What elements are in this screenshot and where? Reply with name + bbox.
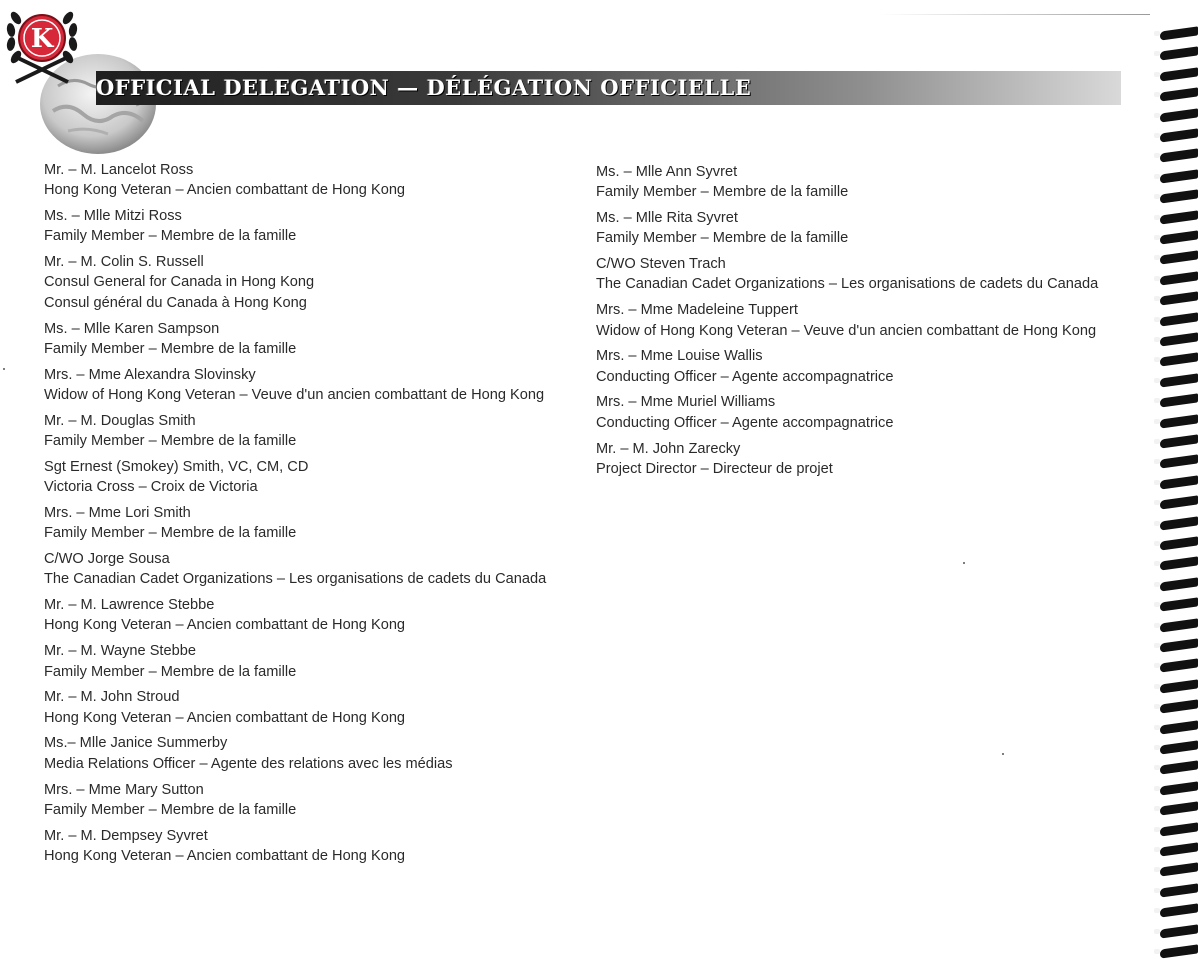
delegate-name: Mr. – M. John Stroud xyxy=(44,689,180,706)
binding-coil xyxy=(1152,620,1198,631)
binding-coil xyxy=(1152,48,1198,59)
binding-coil xyxy=(1152,28,1198,39)
binding-coil xyxy=(1152,252,1198,263)
binding-coil xyxy=(1152,497,1198,508)
delegate-name: Mrs. – Mme Madeleine Tuppert xyxy=(596,302,798,319)
delegate-name: Ms. – Mlle Mitzi Ross xyxy=(44,208,182,225)
delegate-entry xyxy=(596,392,1136,433)
binding-coil xyxy=(1152,701,1198,712)
delegate-name: Mrs. – Mme Louise Wallis xyxy=(596,348,763,365)
delegate-entry xyxy=(44,826,584,867)
binding-coil xyxy=(1152,477,1198,488)
delegate-name: Ms. – Mlle Rita Syvret xyxy=(596,210,738,227)
delegate-entry xyxy=(596,300,1136,341)
delegation-list xyxy=(0,160,1140,880)
delegate-role: Hong Kong Veteran – Ancien combattant de Hong Kong xyxy=(44,617,406,634)
delegate-role: Family Member – Membre de la famille xyxy=(44,340,297,357)
delegate-entry xyxy=(44,595,584,636)
binding-coil xyxy=(1152,783,1198,794)
delegate-role: Project Director – Directeur de projet xyxy=(596,460,833,477)
delegate-name: Mr. – M. Douglas Smith xyxy=(44,412,196,429)
delegate-entry xyxy=(44,780,584,821)
binding-coil xyxy=(1152,89,1198,100)
delegate-entry xyxy=(596,439,1136,480)
delegate-name: Sgt Ernest (Smokey) Smith, VC, CM, CD xyxy=(44,458,309,475)
binding-coil xyxy=(1152,416,1198,427)
binding-coil xyxy=(1152,150,1198,161)
binding-coil xyxy=(1152,110,1198,121)
binding-coil xyxy=(1152,130,1198,141)
page-title: OFFICIAL DELEGATION — DÉLÉGATION OFFICIELLE xyxy=(96,75,752,100)
delegate-name: Mrs. – Mme Alexandra Slovinsky xyxy=(44,366,256,383)
delegate-name: C/WO Steven Trach xyxy=(596,256,726,273)
delegate-role: Family Member – Membre de la famille xyxy=(44,801,297,818)
delegate-role: Hong Kong Veteran – Ancien combattant de Hong Kong xyxy=(44,182,406,199)
delegate-entry xyxy=(44,641,584,682)
binding-coil xyxy=(1152,456,1198,467)
delegate-entry xyxy=(596,208,1136,249)
delegate-role: Widow of Hong Kong Veteran – Veuve d'un ancien combattant de Hong Kong xyxy=(596,322,1097,339)
spiral-binding xyxy=(1152,0,1200,957)
delegate-role: Consul général du Canada à Hong Kong xyxy=(44,294,307,311)
binding-coil xyxy=(1152,660,1198,671)
binding-coil xyxy=(1152,681,1198,692)
binding-coil xyxy=(1152,69,1198,80)
binding-coil xyxy=(1152,273,1198,284)
binding-coil xyxy=(1152,212,1198,223)
binding-coil xyxy=(1152,742,1198,753)
delegate-name: Mrs. – Mme Muriel Williams xyxy=(596,394,776,411)
binding-coil xyxy=(1152,599,1198,610)
binding-coil xyxy=(1152,518,1198,529)
binding-coil xyxy=(1152,558,1198,569)
binding-coil xyxy=(1152,762,1198,773)
delegate-role: Family Member – Membre de la famille xyxy=(44,663,297,680)
delegate-entry xyxy=(596,254,1136,295)
binding-coil xyxy=(1152,824,1198,835)
delegate-name: Mr. – M. Lawrence Stebbe xyxy=(44,597,215,614)
binding-coil xyxy=(1152,803,1198,814)
delegate-name: Mr. – M. Lancelot Ross xyxy=(44,162,194,178)
binding-coil xyxy=(1152,946,1198,957)
delegate-entry xyxy=(596,162,1136,203)
binding-coil xyxy=(1152,375,1198,386)
delegate-name: Mrs. – Mme Mary Sutton xyxy=(44,781,204,798)
delegate-role: Consul General for Canada in Hong Kong xyxy=(44,274,315,291)
delegate-role: Family Member – Membre de la famille xyxy=(44,433,297,450)
delegate-role: Victoria Cross – Croix de Victoria xyxy=(44,479,258,496)
scan-speck xyxy=(3,368,5,370)
delegate-entry xyxy=(44,549,584,590)
delegate-entry xyxy=(44,252,584,313)
delegate-role: Family Member – Membre de la famille xyxy=(596,230,849,247)
delegate-name: Ms. – Mlle Karen Sampson xyxy=(44,320,220,337)
delegate-entry xyxy=(596,346,1136,387)
delegate-role: Widow of Hong Kong Veteran – Veuve d'un ancien combattant de Hong Kong xyxy=(44,386,545,403)
delegate-entry xyxy=(44,687,584,728)
binding-coil xyxy=(1152,232,1198,243)
delegate-role: Conducting Officer – Agente accompagnatrice xyxy=(596,368,894,385)
delegate-name: C/WO Jorge Sousa xyxy=(44,551,170,568)
binding-coil xyxy=(1152,538,1198,549)
binding-coil xyxy=(1152,722,1198,733)
delegate-role: Family Member – Membre de la famille xyxy=(44,228,297,245)
delegate-role: Media Relations Officer – Agente des relations avec les médias xyxy=(44,755,453,772)
binding-coil xyxy=(1152,579,1198,590)
delegate-role: Family Member – Membre de la famille xyxy=(596,184,849,201)
delegate-name: Mrs. – Mme Lori Smith xyxy=(44,504,191,521)
delegate-entry xyxy=(44,206,584,247)
header xyxy=(0,0,1160,160)
delegate-name: Ms.– Mlle Janice Summerby xyxy=(44,735,228,752)
delegate-name: Ms. – Mlle Ann Syvret xyxy=(596,164,738,180)
left-column xyxy=(44,160,584,872)
right-column xyxy=(596,162,1136,485)
delegate-entry xyxy=(44,160,584,201)
hk-veterans-emblem-icon xyxy=(6,4,78,88)
delegate-name: Mr. – M. Wayne Stebbe xyxy=(44,643,196,660)
binding-coil xyxy=(1152,395,1198,406)
binding-coil xyxy=(1152,885,1198,896)
delegate-role: Conducting Officer – Agente accompagnatrice xyxy=(596,414,894,431)
binding-coil xyxy=(1152,905,1198,916)
delegate-entry xyxy=(44,319,584,360)
binding-coil xyxy=(1152,864,1198,875)
binding-coil xyxy=(1152,436,1198,447)
delegate-role: Hong Kong Veteran – Ancien combattant de Hong Kong xyxy=(44,709,406,726)
binding-coil xyxy=(1152,314,1198,325)
delegate-entry xyxy=(44,733,584,774)
delegate-entry xyxy=(44,411,584,452)
delegate-role: The Canadian Cadet Organizations – Les organisations de cadets du Canada xyxy=(596,276,1099,293)
binding-coil xyxy=(1152,926,1198,937)
binding-coil xyxy=(1152,334,1198,345)
delegate-role: The Canadian Cadet Organizations – Les organisations de cadets du Canada xyxy=(44,571,547,588)
binding-coil xyxy=(1152,293,1198,304)
svg-text:K: K xyxy=(30,24,54,54)
delegate-name: Mr. – M. John Zarecky xyxy=(596,440,741,457)
binding-coil xyxy=(1152,191,1198,202)
delegate-entry xyxy=(44,457,584,498)
delegate-entry xyxy=(44,503,584,544)
binding-coil xyxy=(1152,171,1198,182)
delegate-role: Family Member – Membre de la famille xyxy=(44,525,297,542)
scan-speck xyxy=(963,562,965,564)
binding-coil xyxy=(1152,844,1198,855)
binding-coil xyxy=(1152,640,1198,651)
delegate-role: Hong Kong Veteran – Ancien combattant de Hong Kong xyxy=(44,847,406,864)
delegate-name: Mr. – M. Colin S. Russell xyxy=(44,254,204,271)
delegate-entry xyxy=(44,365,584,406)
scan-speck xyxy=(1002,753,1004,755)
binding-coil xyxy=(1152,354,1198,365)
delegate-name: Mr. – M. Dempsey Syvret xyxy=(44,827,208,844)
